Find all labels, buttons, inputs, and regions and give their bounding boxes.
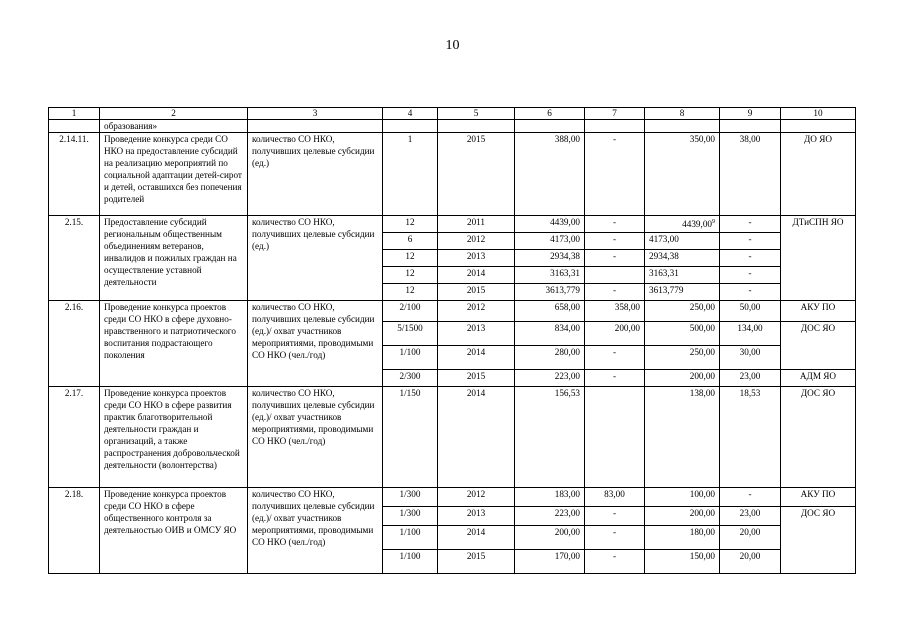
cell-col7: - [585, 233, 645, 250]
cell-col9: 38,00 [720, 133, 781, 216]
cell-executor: АКУ ПО [781, 488, 856, 507]
cell-total: 834,00 [515, 322, 585, 346]
cell-executor: ДОС ЯО [781, 507, 856, 574]
cell-year: 2014 [438, 387, 515, 488]
cell-col9: 20,00 [720, 526, 781, 550]
cell-col7: - [585, 250, 645, 267]
cell-col9: - [720, 267, 781, 284]
cell-year: 2015 [438, 284, 515, 301]
col-header: 2 [100, 108, 248, 120]
cell-total: 2934,38 [515, 250, 585, 267]
cell-col7: - [585, 526, 645, 550]
cell-year: 2015 [438, 370, 515, 387]
cell-year: 2013 [438, 507, 515, 526]
cell-name: Проведение конкурса проектов среди СО НКО в сфере духовно-нравственного и патриотического воспитания подрастающего поколения [100, 301, 248, 387]
cell-year: 2014 [438, 267, 515, 284]
cell-col9: 30,00 [720, 346, 781, 370]
cell-col8: 200,00 [645, 370, 720, 387]
cell-col9: - [720, 216, 781, 233]
cell-col9: 23,00 [720, 370, 781, 387]
cell-col7: - [585, 216, 645, 233]
table-row [49, 301, 856, 322]
cell-total: 4439,00 [515, 216, 585, 233]
cell-total: 200,00 [515, 526, 585, 550]
cell-col9: - [720, 250, 781, 267]
cell-executor: ДОС ЯО [781, 322, 856, 370]
cell-col8: 4173,00 [645, 233, 720, 250]
cell-col7: - [585, 370, 645, 387]
cell-value: 1/100 [383, 346, 438, 370]
cell-executor: АДМ ЯО [781, 370, 856, 387]
cell-executor: АКУ ПО [781, 301, 856, 322]
cell-total: 658,00 [515, 301, 585, 322]
cell-year: 2011 [438, 216, 515, 233]
cell-col7: 83,00 [585, 488, 645, 507]
cell-col8: 100,00 [645, 488, 720, 507]
cell-col7 [585, 267, 645, 284]
cell-total: 223,00 [515, 370, 585, 387]
cell-total: 3613,779 [515, 284, 585, 301]
cell-col8: 500,00 [645, 322, 720, 346]
col-header: 10 [781, 108, 856, 120]
col-header: 1 [49, 108, 100, 120]
cell-num: 2.18. [49, 488, 100, 574]
cell-col8: 3613,779 [645, 284, 720, 301]
col-header: 9 [720, 108, 781, 120]
table-row [49, 488, 856, 507]
cell-col9: 134,00 [720, 322, 781, 346]
cell-total: 280,00 [515, 346, 585, 370]
cell-col8: 150,00 [645, 550, 720, 574]
cell-col7: 358,00 [585, 301, 645, 322]
cell-value: 2/100 [383, 301, 438, 322]
cell-col7: - [585, 284, 645, 301]
cell-year: 2012 [438, 488, 515, 507]
cell-indicator: количество СО НКО, получивших целевые субсидии (ед.) [248, 216, 383, 301]
cell-col7: 200,00 [585, 322, 645, 346]
cell-value: 2/300 [383, 370, 438, 387]
cell-total: 183,00 [515, 488, 585, 507]
cell-year: 2014 [438, 526, 515, 550]
cell-col8: 200,00 [645, 507, 720, 526]
cell-total: 4173,00 [515, 233, 585, 250]
table-row [49, 120, 856, 133]
cell-executor: ДО ЯО [781, 133, 856, 216]
cell-value: 12 [383, 250, 438, 267]
cell-col8: 2934,38 [645, 250, 720, 267]
cell-num: 2.16. [49, 301, 100, 387]
cell-col9: - [720, 284, 781, 301]
cell-total: 388,00 [515, 133, 585, 216]
cell-year: 2015 [438, 133, 515, 216]
col-header: 5 [438, 108, 515, 120]
cell-num: 2.17. [49, 387, 100, 488]
column-number-row [49, 108, 856, 120]
col-header: 4 [383, 108, 438, 120]
cell-indicator: количество СО НКО, получивших целевые субсидии (ед.)/ охват участников мероприятиями, проводимыми СО НКО (чел./год) [248, 488, 383, 574]
cell-executor: ДТиСПН ЯО [781, 216, 856, 301]
cell-value: 12 [383, 216, 438, 233]
cell-value: 12 [383, 267, 438, 284]
cell-col9: - [720, 233, 781, 250]
cell-year: 2012 [438, 301, 515, 322]
program-table [48, 107, 856, 574]
cell-col7: - [585, 346, 645, 370]
col-header: 6 [515, 108, 585, 120]
cell-col9: 18,53 [720, 387, 781, 488]
cell-year: 2015 [438, 550, 515, 574]
cell-indicator: количество СО НКО, получивших целевые субсидии (ед.)/ охват участников мероприятиями, проводимыми СО НКО (чел./год) [248, 387, 383, 488]
cell-indicator: количество СО НКО, получивших целевые субсидии (ед.) [248, 133, 383, 216]
cell-total: 170,00 [515, 550, 585, 574]
cell-col8 [645, 216, 720, 233]
cell-name: Проведение конкурса проектов среди СО НКО в сфере развития практик благотворительной деятельности граждан и организаций, а также распространения добровольческой деятельности (волонтерства) [100, 387, 248, 488]
cell-col8-value: 4439,00 [682, 219, 712, 230]
cell-year: 2013 [438, 250, 515, 267]
table-row [49, 387, 856, 488]
page-number: 10 [445, 38, 460, 53]
cell-value: 5/1500 [383, 322, 438, 346]
col-header: 8 [645, 108, 720, 120]
cell-num: 2.15. [49, 216, 100, 301]
table-row [49, 133, 856, 216]
cell-col8: 250,00 [645, 346, 720, 370]
cell-col9: 50,00 [720, 301, 781, 322]
cell-total: 223,00 [515, 507, 585, 526]
cell-year: 2014 [438, 346, 515, 370]
cell-col8: 3163,31 [645, 267, 720, 284]
col-header: 3 [248, 108, 383, 120]
cell-name: Проведение конкурса среди СО НКО на предоставление субсидий на реализацию мероприятий по социальной адаптации детей-сирот и детей, оставшихся без попечения родителей [100, 133, 248, 216]
cell-value: 1/300 [383, 507, 438, 526]
cell-value: 1/100 [383, 550, 438, 574]
cell-value: 1 [383, 133, 438, 216]
cell-indicator: количество СО НКО, получивших целевые субсидии (ед.)/ охват участников мероприятиями, проводимыми СО НКО (чел./год) [248, 301, 383, 387]
cell-executor: ДОС ЯО [781, 387, 856, 488]
cell-year: 2013 [438, 322, 515, 346]
cell-value: 12 [383, 284, 438, 301]
cell-col7 [585, 387, 645, 488]
cell-col8: 250,00 [645, 301, 720, 322]
cell-name: Предоставление субсидий региональным общественным объединениям ветеранов, инвалидов и пожилых граждан на осуществление уставной деятельности [100, 216, 248, 301]
cell-col8: 350,00 [645, 133, 720, 216]
cell-name: образования» [100, 120, 248, 133]
cell-value: 1/150 [383, 387, 438, 488]
cell-value: 1/300 [383, 488, 438, 507]
cell-value: 1/100 [383, 526, 438, 550]
col-header: 7 [585, 108, 645, 120]
cell-num: 2.14.11. [49, 133, 100, 216]
cell-col7: - [585, 133, 645, 216]
cell-col7: - [585, 507, 645, 526]
cell-col7: - [585, 550, 645, 574]
cell-col9: 23,00 [720, 507, 781, 526]
table-row [49, 216, 856, 233]
cell-col9: - [720, 488, 781, 507]
cell-col9: 20,00 [720, 550, 781, 574]
footnote-mark: 9 [712, 219, 715, 225]
cell-total: 3163,31 [515, 267, 585, 284]
cell-col8: 180,00 [645, 526, 720, 550]
cell-total: 156,53 [515, 387, 585, 488]
cell-name: Проведение конкурса проектов среди СО НКО в сфере общественного контроля за деятельностью ОИВ и ОМСУ ЯО [100, 488, 248, 574]
cell-col8: 138,00 [645, 387, 720, 488]
cell-value: 6 [383, 233, 438, 250]
cell-year: 2012 [438, 233, 515, 250]
